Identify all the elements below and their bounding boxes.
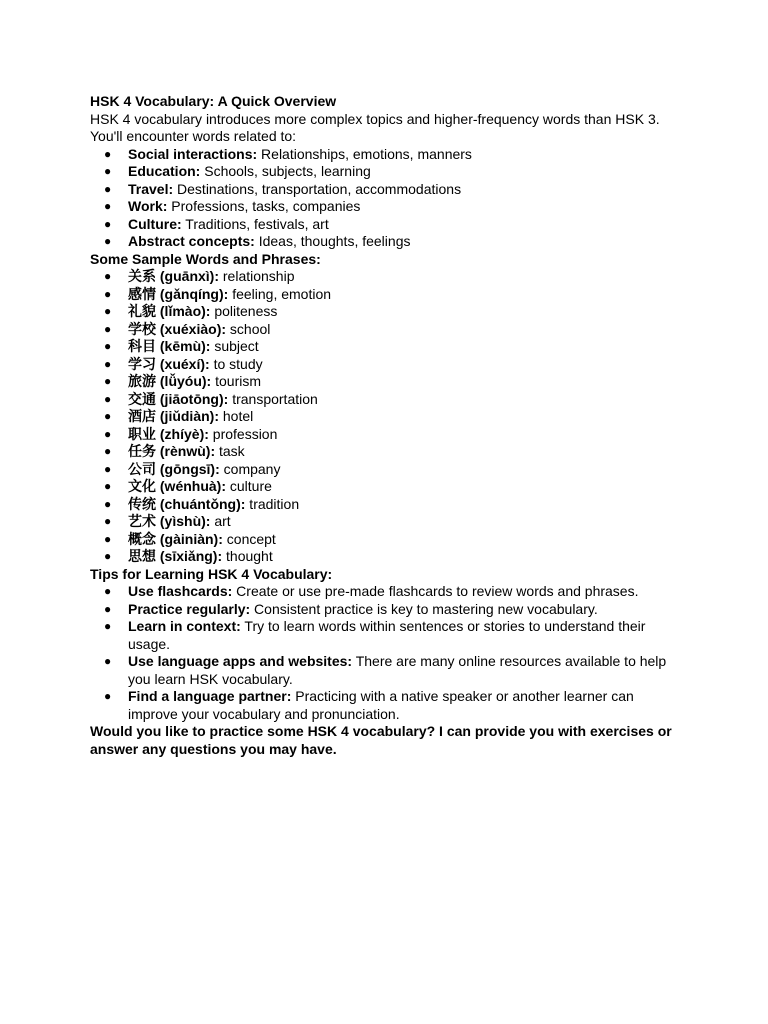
list-item-term: Social interactions: — [128, 145, 258, 162]
list-item-term: Culture: — [128, 215, 182, 232]
list-item-term: Education: — [128, 163, 201, 179]
bullet-icon: ● — [104, 199, 112, 213]
bullet-icon: ● — [104, 689, 112, 703]
bullet-icon: ● — [104, 426, 112, 441]
bullet-icon: ● — [104, 181, 112, 196]
bullet-icon: ● — [104, 479, 112, 493]
list-item-term: Learn in context: — [128, 618, 241, 634]
list-item-description: Schools, subjects, learning — [200, 163, 371, 179]
list-item-term: Travel: — [128, 180, 174, 197]
bullet-icon: ● — [104, 409, 112, 423]
bullet-icon: ● — [104, 549, 112, 563]
bullet-icon: ● — [104, 304, 112, 318]
samples-heading: Some Sample Words and Phrases: — [90, 250, 321, 267]
list-item-description: Relationships, emotions, manners — [257, 145, 472, 162]
bullet-icon: ● — [104, 444, 112, 458]
list-item-description: Try to learn words within sentences or stories to understand their usage. — [128, 618, 646, 652]
list-item-description: to study — [209, 355, 263, 372]
list-item-term: 文化 (wénhuà): — [128, 478, 226, 494]
document-page — [90, 93, 680, 758]
list-item — [90, 443, 680, 461]
list-item — [90, 601, 680, 619]
list-item-description: Create or use pre-made flashcards to review words and phrases. — [232, 583, 639, 599]
list-item-term: 传统 (chuántǒng): — [128, 495, 246, 512]
list-item-term: 感情 (gǎnqíng): — [128, 285, 229, 302]
list-item — [90, 688, 680, 723]
list-item-term: 酒店 (jiǔdiàn): — [128, 408, 219, 424]
list-item-term: Work: — [128, 198, 168, 214]
document-title: HSK 4 Vocabulary: A Quick Overview — [90, 93, 337, 109]
bullet-icon: ● — [104, 164, 112, 178]
tips-heading: Tips for Learning HSK 4 Vocabulary: — [90, 565, 333, 582]
list-item-description: task — [215, 443, 245, 459]
list-item-description: feeling, emotion — [228, 285, 332, 302]
list-item — [90, 513, 680, 531]
list-item-term: Abstract concepts: — [128, 233, 255, 249]
list-item — [90, 198, 680, 216]
list-item-term: 艺术 (yìshù): — [128, 513, 211, 529]
list-item-description: relationship — [219, 268, 295, 284]
list-item — [90, 496, 680, 514]
list-item-description: profession — [208, 425, 278, 442]
list-item-term: Use flashcards: — [128, 583, 233, 599]
list-item-term: 职业 (zhíyè): — [128, 425, 209, 442]
list-item — [90, 233, 680, 251]
list-item — [90, 391, 680, 409]
bullet-icon: ● — [104, 654, 112, 668]
list-item — [90, 146, 680, 164]
list-item-description: politeness — [210, 303, 278, 319]
bullet-icon: ● — [104, 146, 112, 161]
list-item — [90, 181, 680, 199]
list-item-description: hotel — [219, 408, 254, 424]
list-item-description: concept — [222, 530, 276, 547]
list-item — [90, 461, 680, 479]
list-item — [90, 426, 680, 444]
list-item-term: 任务 (rènwù): — [128, 443, 216, 459]
list-item — [90, 321, 680, 339]
bullet-icon: ● — [104, 286, 112, 301]
list-item-term: 交通 (jiāotōng): — [128, 390, 229, 407]
list-item-term: Practice regularly: — [128, 600, 251, 617]
list-item — [90, 408, 680, 426]
bullet-icon: ● — [104, 514, 112, 528]
list-item-description: Traditions, festivals, art — [181, 215, 329, 232]
list-item-description: Professions, tasks, companies — [167, 198, 361, 214]
bullet-icon: ● — [104, 339, 112, 353]
topics-list — [90, 146, 680, 251]
bullet-icon: ● — [104, 269, 112, 283]
list-item — [90, 531, 680, 549]
list-item-term: 旅游 (lǚyóu): — [128, 373, 212, 389]
bullet-icon: ● — [104, 584, 112, 598]
list-item — [90, 303, 680, 321]
list-item-description: Practicing with a native speaker or another learner can improve your vocabulary and pronunciation. — [128, 688, 634, 722]
tips-list — [90, 583, 680, 723]
list-item-description: There are many online resources available to help you learn HSK vocabulary. — [128, 653, 667, 687]
list-item-description: company — [219, 460, 281, 477]
list-item — [90, 373, 680, 391]
list-item-term: 学校 (xuéxiào): — [128, 320, 227, 337]
list-item-description: Consistent practice is key to mastering new vocabulary. — [250, 600, 598, 617]
bullet-icon: ● — [104, 531, 112, 546]
list-item — [90, 478, 680, 496]
samples-list — [90, 268, 680, 566]
bullet-icon: ● — [104, 619, 112, 633]
bullet-icon: ● — [104, 356, 112, 371]
list-item-term: 概念 (gàiniàn): — [128, 530, 223, 547]
list-item-description: Destinations, transportation, accommodations — [173, 180, 462, 197]
list-item-description: thought — [222, 548, 273, 564]
list-item — [90, 338, 680, 356]
list-item-term: Find a language partner: — [128, 688, 292, 704]
list-item-description: tradition — [245, 495, 300, 512]
list-item-description: culture — [226, 478, 272, 494]
list-item-term: 公司 (gōngsī): — [128, 460, 220, 477]
bullet-icon: ● — [104, 496, 112, 511]
list-item — [90, 286, 680, 304]
bullet-icon: ● — [104, 321, 112, 336]
intro-paragraph: HSK 4 vocabulary introduces more complex topics and higher-frequency words than HSK 3. You'll encounter words related to: — [90, 110, 660, 144]
list-item-description: tourism — [211, 373, 262, 389]
bullet-icon: ● — [104, 601, 112, 616]
list-item-term: Use language apps and websites: — [128, 653, 353, 669]
list-item — [90, 268, 680, 286]
list-item — [90, 548, 680, 566]
list-item-term: 学习 (xuéxí): — [128, 355, 210, 372]
list-item — [90, 583, 680, 601]
list-item — [90, 653, 680, 688]
bullet-icon: ● — [104, 216, 112, 231]
list-item-description: Ideas, thoughts, feelings — [254, 233, 411, 249]
list-item-description: subject — [210, 338, 259, 354]
list-item-term: 礼貌 (lǐmào): — [128, 303, 211, 319]
bullet-icon: ● — [104, 234, 112, 248]
bullet-icon: ● — [104, 461, 112, 476]
closing-paragraph: Would you like to practice some HSK 4 vocabulary? I can provide you with exercises or answer any questions you may have. — [90, 723, 672, 757]
list-item — [90, 356, 680, 374]
list-item-term: 关系 (guānxì): — [128, 268, 219, 284]
bullet-icon: ● — [104, 374, 112, 388]
list-item — [90, 618, 680, 653]
bullet-icon: ● — [104, 391, 112, 406]
list-item-description: school — [226, 320, 271, 337]
list-item-description: art — [210, 513, 231, 529]
list-item — [90, 216, 680, 234]
list-item-term: 科目 (kēmù): — [128, 338, 211, 354]
list-item-description: transportation — [228, 390, 318, 407]
list-item-term: 思想 (sīxiǎng): — [128, 548, 223, 564]
list-item — [90, 163, 680, 181]
